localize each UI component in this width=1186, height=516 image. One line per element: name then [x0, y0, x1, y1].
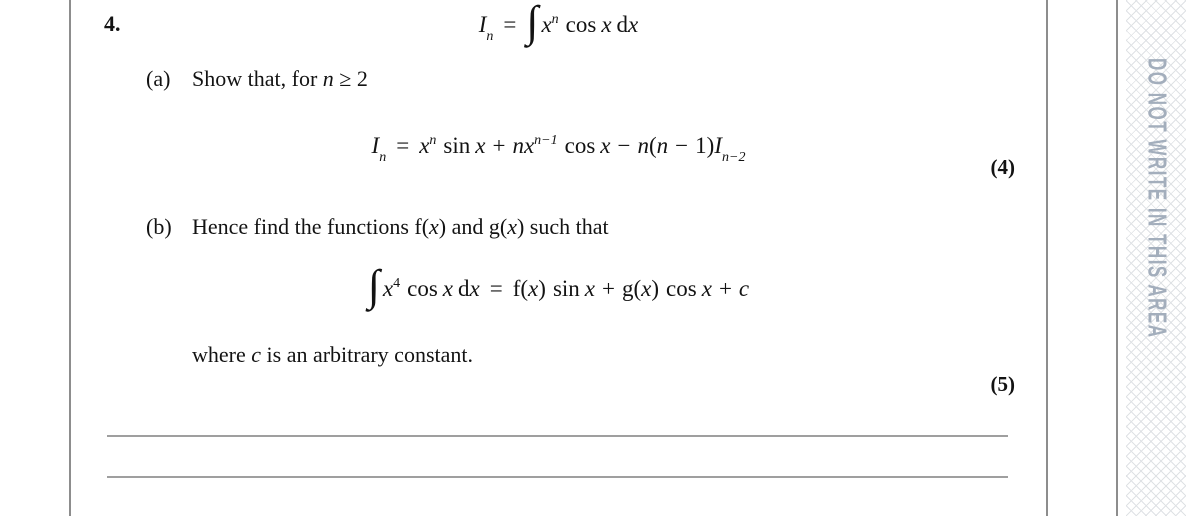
part-b-where-note: [192, 342, 473, 368]
equals-sign: =: [503, 12, 517, 37]
equals-sign: =: [396, 133, 410, 158]
formula-token: n: [637, 133, 649, 158]
formula-token: n: [512, 133, 524, 158]
answer-line: [107, 435, 1008, 437]
g-function: g(: [488, 214, 508, 239]
formula-token: x: [382, 276, 394, 301]
close-paren: ): [651, 276, 660, 301]
close-paren: ): [538, 276, 546, 301]
part-a-prompt-prefix: Show that, for: [192, 66, 323, 91]
formula-superscript: n: [429, 133, 437, 148]
formula-token: x: [528, 276, 539, 301]
open-paren: (: [649, 133, 657, 158]
differential-d: d: [616, 12, 629, 37]
integral-sign: ∫: [526, 0, 539, 46]
where-prefix: where: [192, 342, 252, 367]
x-variable: x: [429, 214, 439, 239]
formula-token: x: [701, 276, 712, 301]
equals-sign: =: [489, 276, 503, 301]
intro-formula: [70, 1, 1047, 51]
part-a-marks: (4): [990, 155, 1015, 179]
sin-function: sin: [552, 276, 580, 301]
differential-d: d: [458, 276, 470, 301]
formula-token: I: [714, 133, 722, 158]
formula-token: x: [628, 12, 639, 37]
formula-token: x: [601, 12, 612, 37]
part-a-prompt: [192, 66, 368, 92]
where-suffix: is an arbitrary constant.: [261, 342, 474, 367]
formula-token: x: [584, 276, 595, 301]
c-variable: c: [251, 342, 262, 367]
formula-token: x: [523, 133, 535, 158]
part-b-prompt-text: ) such that: [516, 214, 609, 239]
formula-subscript: n−2: [722, 150, 746, 165]
question-number: 4.: [104, 11, 121, 36]
cos-function: cos: [565, 12, 597, 37]
plus-sign: +: [718, 276, 732, 301]
part-b-label: (b): [146, 214, 172, 239]
formula-token: x: [442, 276, 454, 301]
part-b-prompt: [192, 214, 609, 240]
part-a-label: (a): [146, 66, 171, 91]
g-function: g(: [621, 276, 642, 301]
part-b-prompt-text: Hence find the functions: [192, 214, 415, 239]
answer-line: [107, 476, 1008, 478]
f-function: f(: [512, 276, 529, 301]
formula-token: x: [641, 276, 652, 301]
formula-token: x: [475, 133, 486, 158]
formula-token: 1: [695, 133, 707, 158]
minus-sign: −: [675, 133, 689, 158]
formula-token: n: [656, 133, 669, 158]
part-b-marks: (5): [990, 372, 1015, 396]
part-b-formula: [70, 261, 1047, 317]
formula-token: x: [419, 133, 430, 158]
hatch-pattern: [1126, 0, 1186, 516]
sin-function: sin: [443, 133, 471, 158]
formula-subscript: n: [486, 29, 494, 44]
plus-sign: +: [492, 133, 506, 158]
page-edge-rule: [1116, 0, 1118, 516]
part-b-prompt-text: ) and: [438, 214, 489, 239]
do-not-write-warning: DO NOT WRITE IN THIS AREA: [1142, 58, 1172, 339]
close-paren: ): [706, 133, 715, 158]
formula-token: x: [541, 12, 552, 37]
formula-token: x: [600, 133, 611, 158]
formula-superscript: 4: [393, 276, 401, 291]
formula-superscript: n−1: [534, 133, 558, 148]
integral-sign: ∫: [367, 261, 380, 310]
cos-function: cos: [666, 276, 697, 301]
formula-token: I: [478, 12, 487, 37]
cos-function: cos: [407, 276, 438, 301]
formula-subscript: n: [379, 150, 387, 165]
formula-token: c: [738, 276, 750, 301]
left-margin-rule: [69, 0, 71, 516]
part-a-prompt-variable: n: [322, 66, 334, 91]
part-a-prompt-suffix: ≥ 2: [333, 66, 368, 91]
formula-superscript: n: [551, 12, 559, 27]
content-right-rule: [1046, 0, 1048, 516]
f-function: f(: [414, 214, 430, 239]
formula-token: I: [371, 133, 380, 158]
minus-sign: −: [617, 133, 631, 158]
cos-function: cos: [564, 133, 596, 158]
formula-token: x: [469, 276, 480, 301]
x-variable: x: [507, 214, 517, 239]
plus-sign: +: [602, 276, 615, 301]
